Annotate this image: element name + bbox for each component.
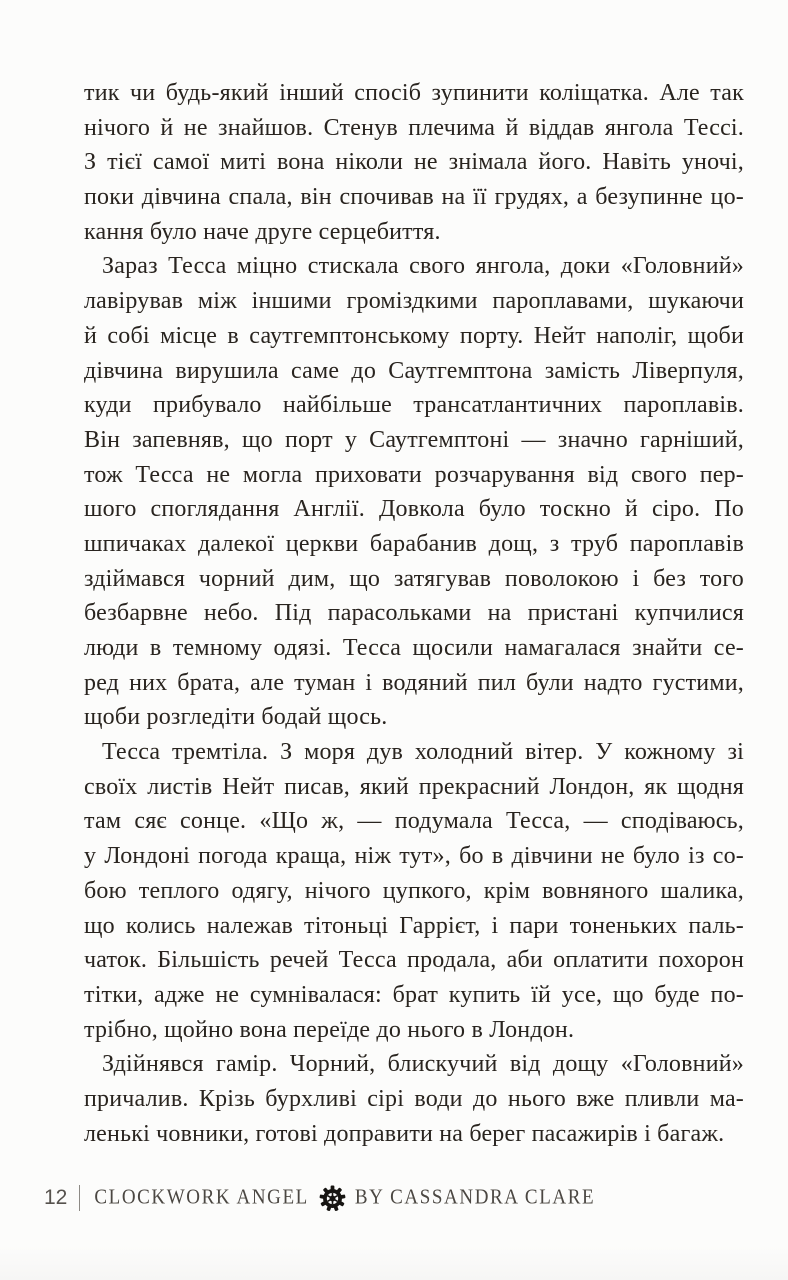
text-line: лавірував між іншими громіздкими пароплавами, шукаючи — [84, 288, 744, 315]
text-line: дівчина вирушила саме до Саутгемптона замість Ліверпуля, — [84, 357, 744, 384]
text-line: З тієї самої миті вона ніколи не знімала його. Навіть уночі, — [84, 149, 744, 176]
text-line: ленькі човники, готові доправити на берег пасажирів і багаж. — [84, 1120, 725, 1147]
text-line: Зараз Тесса міцно стискала свого янгола, доки «Головний» — [102, 253, 744, 280]
text-line: щоби розгледіти бодай щось. — [84, 704, 388, 731]
text-line: там сяє сонце. «Що ж, — подумала Тесса, — сподіваюсь, — [84, 808, 744, 835]
text-line: Здійнявся гамір. Чорний, блискучий від дощу «Головний» — [102, 1051, 744, 1078]
text-line: тик чи будь-який інший спосіб зупинити коліщатка. Але так — [84, 80, 744, 106]
text-line: причалив. Крізь бурхливі сірі води до нього вже пливли ма- — [84, 1085, 744, 1112]
text-line: Тесса тремтіла. З моря дув холодний вітер. У кожному зі — [102, 739, 744, 766]
text-line: поки дівчина спала, він спочивав на її грудях, а безупинне цо- — [84, 184, 744, 211]
text-line: кання було наче друге серцебиття. — [84, 218, 441, 245]
text-line: своїх листів Нейт писав, який прекрасний Лондон, як щодня — [84, 773, 744, 800]
text-line: трібно, щойно вона переїде до нього в Лондон. — [84, 1016, 575, 1043]
gear-icon — [319, 1185, 346, 1212]
text-line: люди в темному одязі. Тесса щосили намагалася знайти се- — [84, 635, 744, 661]
footer-divider — [79, 1185, 80, 1211]
text-line: у Лондоні погода краща, ніж тут», бо в дівчини не було із со- — [84, 843, 744, 870]
text-line: тітки, адже не сумнівалася: брат купить їй усе, що буде по- — [84, 981, 744, 1008]
text-line: чаток. Більшість речей Тесса продала, аби оплатити похорон — [84, 947, 744, 974]
page-footer — [44, 1183, 595, 1213]
text-line: тож Тесса не могла приховати розчарування від свого пер- — [84, 461, 744, 488]
text-line: Він запевняв, що порт у Саутгемптоні — значно гарніший, — [84, 426, 744, 453]
text-line: ред них брата, але туман і водяний пил були надто густими, — [84, 669, 744, 696]
text-line: й собі місце в саутгемптонському порту. Нейт наполіг, щоби — [84, 322, 744, 349]
text-line: здіймався чорний дим, що затягував поволокою і без того — [84, 565, 744, 592]
text-line: безбарвне небо. Під парасольками на пристані купчилися — [84, 600, 744, 627]
book-title: CLOCKWORK ANGEL — [94, 1185, 309, 1210]
author-byline: BY CASSANDRA CLARE — [354, 1185, 596, 1210]
page-text — [84, 76, 744, 1151]
text-line: нічого й не знайшов. Стенув плечима й віддав янгола Тессі. — [84, 114, 744, 141]
text-line: що колись належав тітоньці Гаррієт, і пари тоненьких паль- — [84, 912, 744, 939]
text-line: шпичаках далекої церкви барабанив дощ, з труб пароплавів — [84, 530, 744, 557]
page-bottom-shadow — [0, 1246, 788, 1280]
text-line: куди прибувало найбільше трансатлантичних пароплавів. — [84, 392, 744, 419]
text-line: шого споглядання Англії. Довкола було тоскно й сіро. По — [84, 496, 744, 523]
text-line: бою теплого одягу, нічого цупкого, крім вовняного шалика, — [84, 877, 744, 904]
page-number: 12 — [44, 1186, 68, 1209]
